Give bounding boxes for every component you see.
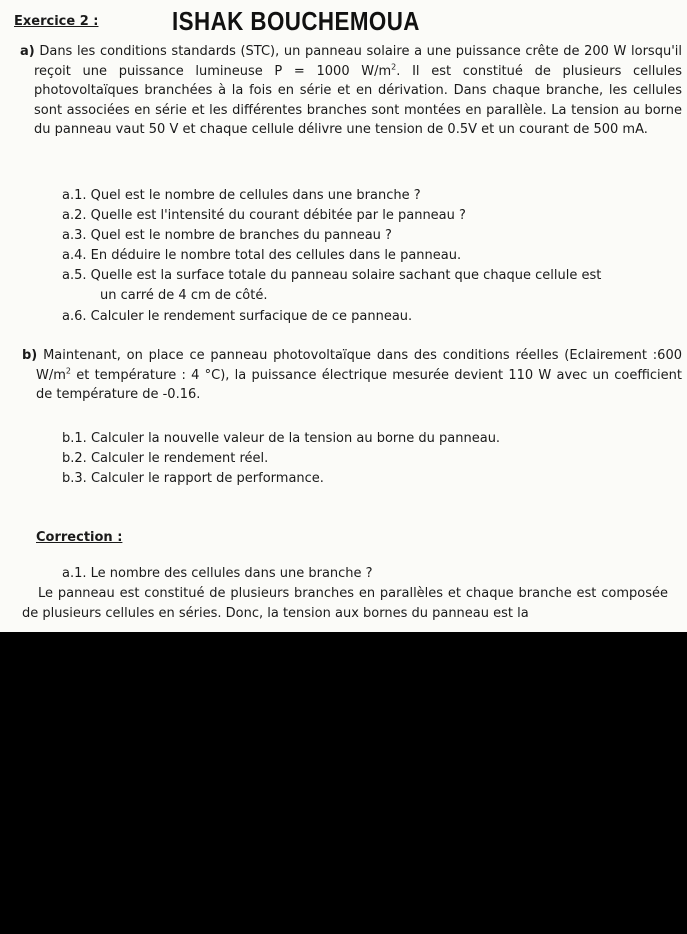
exercise-title: Exercice 2 : xyxy=(14,14,99,29)
question-a6: a.6. Calculer le rendement surfacique de ce panneau. xyxy=(62,309,413,324)
question-a5: a.5. Quelle est la surface totale du panneau solaire sachant que chaque cellule est xyxy=(62,268,602,283)
part-a-label: a) xyxy=(20,44,35,59)
part-b-superscript: 2 xyxy=(65,366,71,376)
part-a-text-2: . Il est constitué de plusieurs cellules photovoltaïques branchées à la fois en série et en dérivation. Dans chaque branche, les cellules sont associées en série et les différentes branches sont montées en parallèle. La tension au borne du panneau vaut 50 V et chaque cellule délivre une tension de 0.5V et un courant de 500 mA. xyxy=(34,63,683,137)
part-b-text-1: Maintenant, on place ce panneau photovoltaïque dans des conditions réelles (Eclairement :600 W/m xyxy=(36,348,682,383)
question-a1: a.1. Quel est le nombre de cellules dans une branche ? xyxy=(62,188,421,203)
question-a3: a.3. Quel est le nombre de branches du panneau ? xyxy=(62,228,392,243)
part-a-superscript: 2 xyxy=(391,62,397,72)
blank-region xyxy=(0,632,687,934)
part-a-text-1: Dans les conditions standards (STC), un panneau solaire a une puissance crête de 200 W lorsqu'il reçoit une puissance lumineuse P = 1000 W/m xyxy=(34,44,682,79)
author-name: ISHAK BOUCHEMOUA xyxy=(172,6,420,36)
correction-answer: Le panneau est constitué de plusieurs branches en parallèles et chaque branche est composée de plusieurs cellules en séries. Donc, la tension aux bornes du panneau est la xyxy=(22,586,668,621)
correction-title: Correction : xyxy=(36,530,123,545)
header xyxy=(14,6,674,40)
question-a2: a.2. Quelle est l'intensité du courant débitée par le panneau ? xyxy=(62,208,466,223)
part-b-text-2: et température : 4 °C), la puissance électrique mesurée devient 110 W avec un coefficient de température de -0.16. xyxy=(36,367,682,402)
part-b-label: b) xyxy=(22,348,38,363)
part-a-statement xyxy=(20,42,682,140)
question-a4: a.4. En déduire le nombre total des cellules dans le panneau. xyxy=(62,248,462,263)
part-b-statement xyxy=(22,346,682,405)
question-b1: b.1. Calculer la nouvelle valeur de la tension au borne du panneau. xyxy=(62,431,501,446)
correction-question-a1: a.1. Le nombre des cellules dans une branche ? xyxy=(62,566,373,581)
question-a5-continued: un carré de 4 cm de côté. xyxy=(100,288,268,303)
question-b2: b.2. Calculer le rendement réel. xyxy=(62,451,269,466)
question-b3: b.3. Calculer le rapport de performance. xyxy=(62,471,324,486)
